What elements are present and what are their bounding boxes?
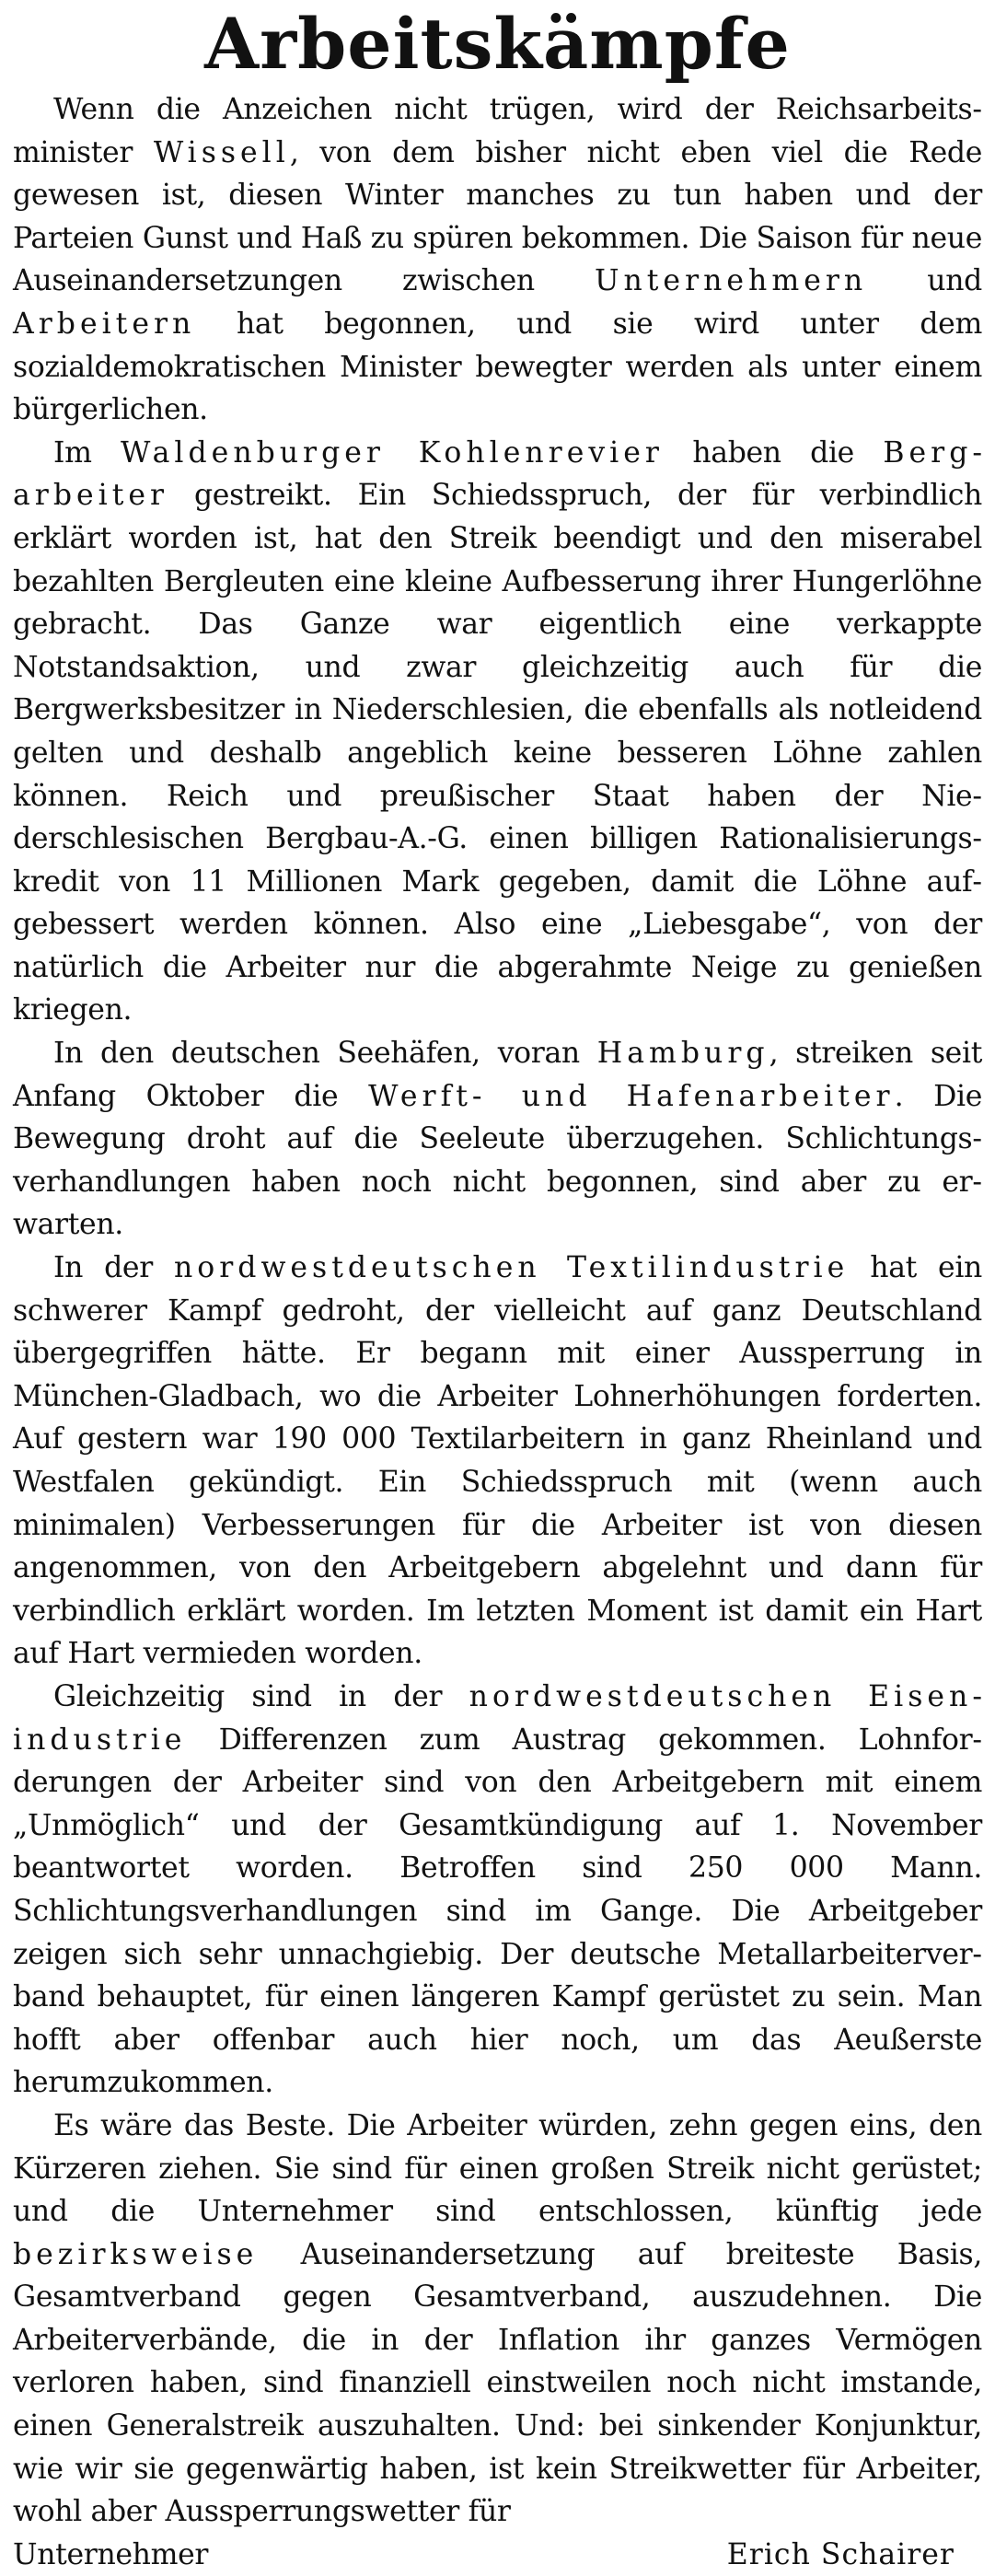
emphasized-text: bezirksweise <box>13 2237 259 2271</box>
paragraph-text: Im <box>53 435 121 470</box>
article-headline: Arbeitskämpfe <box>204 3 791 85</box>
paragraph-text: Es wäre das Beste. Die Arbeiter würden, zehn gegen eins, den Kürzeren ziehen. Sie sind für einen großen Streik nicht gerüstet; und die Unternehmer sind entschlossen, künftig jede <box>13 2108 982 2229</box>
emphasized-text: Hamburg <box>596 1037 769 1071</box>
emphasized-text: Werft- und Hafenarbeiter <box>368 1079 895 1113</box>
article-paragraph <box>13 1032 982 1247</box>
emphasized-text: nordwestdeutschen Textilindustrie <box>173 1251 850 1285</box>
author-signature: Erich Schairer <box>726 2537 955 2571</box>
paragraph-text: , von dem bisher nicht eben viel die Rede gewesen ist, diesen Winter manches zu tun haben und der Parteien Gunst und Haß zu spüren bekommen. Die Saison für neue Auseinandersetzungen zwischen <box>13 135 982 298</box>
emphasized-text: Bergarbeiter <box>13 435 983 513</box>
paragraph-text: Differenzen zum Austrag gekommen. Lohnforderungen der Arbeiter sind von den Arbeitgebern mit einem „Unmöglich“ und der Gesamtkündigung auf 1. November beantwortet worden. Betroffen sind 250 000 Mann. Schlichtungsverhandlungen sind im Gange. Die Arbeitgeber zeigen sich sehr unnachgiebig. Der deutsche Metallarbeiterverband behauptet, für einen längeren Kampf gerüstet zu sein. Man hofft aber offenbar auch hier noch, um das Aeußerste herumzukommen. <box>13 1723 982 2100</box>
article-paragraph <box>13 2105 982 2534</box>
paragraph-text: hat ein schwerer Kampf gedroht, der vielleicht auf ganz Deutschland übergegriffen hätte. Er begann mit einer Aussperrung in München-Gladbach, wo die Arbeiter Lohnerhöhungen forderten. Auf gestern war 190 000 Textilarbeitern in ganz Rheinland und Westfalen gekündigt. Ein Schiedsspruch mit (wenn auch minimalen) Verbesserungen für die Arbeiter ist von diesen angenommen, von den Arbeitgebern abgelehnt und dann für verbindlich erklärt worden. Im letzten Moment ist damit ein Hart auf Hart vermieden worden. <box>13 1251 982 1671</box>
paragraph-text: und <box>867 264 982 298</box>
paragraph-text: In den deutschen Seehäfen, voran <box>53 1037 597 1071</box>
paragraph-text: hat begonnen, und sie wird unter dem sozialdemokratischen Minister bewegter werden als unter einem bürgerlichen. <box>13 307 982 427</box>
paragraph-text: In der <box>53 1251 174 1285</box>
article-paragraph <box>13 88 982 432</box>
paragraph-text: , streiken seit Anfang Oktober die <box>13 1037 982 1113</box>
emphasized-text: Waldenburger Kohlenrevier <box>121 435 664 470</box>
paragraph-text: Gleichzeitig sind in der <box>53 1679 469 1713</box>
paragraph-text: Wenn die Anzeichen nicht trügen, wird der Reichsarbeitsminister <box>13 93 982 169</box>
paragraph-text: . Die Bewegung droht auf die Seeleute überzugehen. Schlichtungsverhandlungen haben noch nicht begonnen, sind aber zu erwarten. <box>13 1079 982 1242</box>
article-body <box>13 88 982 2534</box>
closing-word: Unternehmer <box>13 2537 209 2571</box>
article-paragraph <box>13 1676 982 2105</box>
emphasized-text: Unternehmern <box>594 264 868 298</box>
paragraph-text: gestreikt. Ein Schiedsspruch, der für verbindlich erklärt worden ist, hat den Streik beendigt und den miserabel bezahlten Bergleuten eine kleine Aufbesserung ihrer Hungerlöhne gebracht. Das Ganze war eigentlich eine verkappte Notstandsaktion, und zwar gleichzeitig auch für die Bergwerksbesitzer in Niederschlesien, die ebenfalls als notleidend gelten und deshalb angeblich keine besseren Löhne zahlen können. Reich und preußischer Staat haben der Niederschlesischen Bergbau-A.-G. einen billigen Rationalisierungskredit von 11 Millionen Mark gegeben, damit die Löhne aufgebessert werden können. Also eine „Liebesgabe“, von der natürlich die Arbeiter nur die abgerahmte Neige zu genießen kriegen. <box>13 479 982 1027</box>
article-paragraph <box>13 1247 982 1676</box>
emphasized-text: nordwestdeutschen Eisenindustrie <box>13 1679 983 1757</box>
article-paragraph <box>13 432 982 1032</box>
paragraph-text: Auseinandersetzung auf breiteste Basis, Gesamtverband gegen Gesamtverband, auszudehnen. Die Arbeiterverbände, die in der Inflation ihr ganzes Vermögen verloren haben, sind finanziell einstweilen noch nicht imstande, einen Generalstreik auszuhalten. Und: bei sinkender Konjunktur, wie wir sie gegenwärtig haben, ist kein Streikwetter für Arbeiter, wohl aber Aussperrungswetter für <box>13 2237 982 2529</box>
emphasized-text: Arbeitern <box>13 307 196 341</box>
paragraph-text: haben die <box>663 435 884 470</box>
article-closing-line <box>13 2534 982 2576</box>
emphasized-text: Wissell <box>153 135 290 169</box>
